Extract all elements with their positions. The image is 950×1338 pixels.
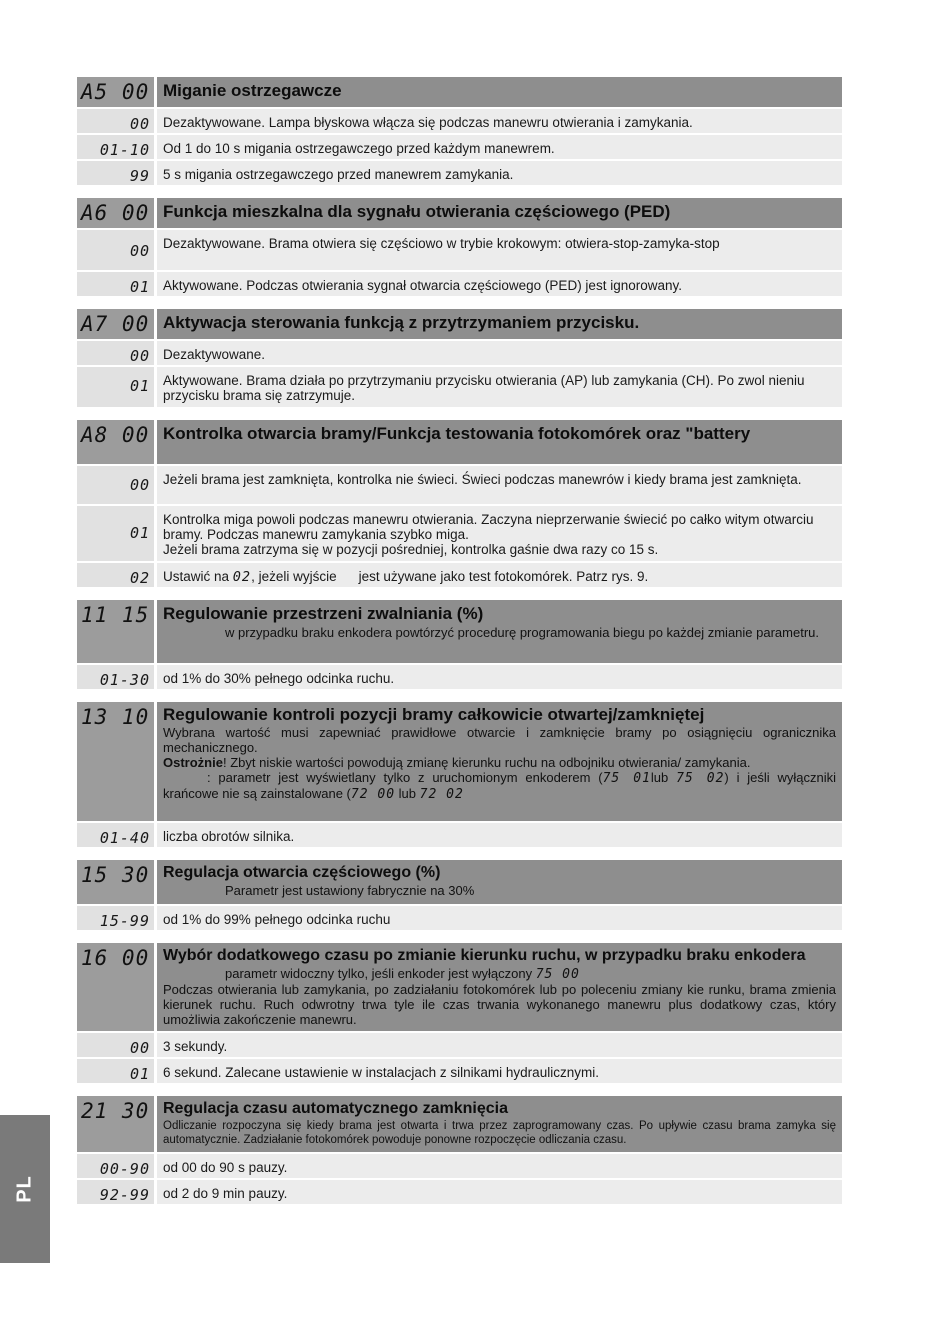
parameter-code: 11 15	[77, 600, 154, 663]
option-row	[77, 1180, 842, 1204]
option-text: od 1% do 30% pełnego odcinka ruchu.	[157, 665, 842, 689]
option-text: liczba obrotów silnika.	[157, 823, 842, 847]
section-a7	[77, 309, 842, 407]
option-code: 92-99	[77, 1180, 154, 1204]
text-fragment: Ustawić na	[163, 569, 230, 584]
section-16	[77, 943, 842, 1083]
option-code: 02	[77, 563, 154, 587]
option-row	[77, 1033, 842, 1057]
section-21	[77, 1096, 842, 1204]
text-fragment: ! Zbyt niskie wartości powodują zmianę kierunku ruchu na odbojniku otwierania/ zamykania.	[222, 755, 751, 770]
option-code: 01	[77, 367, 154, 407]
option-text: Dezaktywowane. Brama otwiera się częściowo w trybie krokowym: otwiera-stop-zamyka-stop	[157, 230, 842, 270]
option-code: 01-40	[77, 823, 154, 847]
section-header	[77, 860, 842, 904]
option-row	[77, 1154, 842, 1178]
option-code: 00	[77, 466, 154, 504]
section-title: Regulacja czasu automatycznego zamknięcia	[163, 1100, 509, 1117]
section-header	[77, 1096, 842, 1152]
parameter-code: 21 30	[77, 1096, 154, 1152]
section-note: Odliczanie rozpoczyna się kiedy brama jest otwarta i trwa przez zaprogramowany czas. Po upływie czasu brama zamyka się automatycznie. Zadziałanie fotokomórek powoduje ponowne rozpoczęcie odliczania czasu.	[163, 1120, 836, 1146]
option-text: 3 sekundy.	[157, 1033, 842, 1057]
section-title: Regulowanie kontroli pozycji bramy całkowicie otwartej/zamkniętej	[163, 705, 705, 724]
section-15	[77, 860, 842, 930]
option-text: od 2 do 9 min pauzy.	[157, 1180, 842, 1204]
text-fragment: parametr widoczny tylko, jeśli enkoder jest wyłączony	[225, 966, 533, 981]
section-title: Miganie ostrzegawcze	[163, 81, 342, 100]
lcd-value: 75 02	[676, 771, 725, 786]
section-header	[77, 77, 842, 107]
section-title: Funkcja mieszkalna dla sygnału otwierania częściowego (PED)	[163, 202, 671, 221]
option-code: 01	[77, 506, 154, 561]
section-a5	[77, 77, 842, 185]
option-text: Od 1 do 10 s migania ostrzegawczego przed każdym manewrem.	[157, 135, 842, 159]
section-11	[77, 600, 842, 689]
option-row	[77, 506, 842, 561]
lcd-value: 75 00	[535, 967, 580, 982]
section-note	[163, 755, 836, 770]
parameter-code: 13 10	[77, 702, 154, 821]
option-code: 01	[77, 1059, 154, 1083]
option-code: 00-90	[77, 1154, 154, 1178]
option-code: 00	[77, 109, 154, 133]
option-text: od 00 do 90 s pauzy.	[157, 1154, 842, 1178]
section-title: Wybór dodatkowego czasu po zmianie kierunku ruchu, w przypadku braku enkodera	[163, 947, 806, 964]
parameter-code: A5 00	[77, 77, 154, 107]
option-row	[77, 665, 842, 689]
parameter-code: A6 00	[77, 198, 154, 228]
option-row	[77, 1059, 842, 1083]
lcd-value: 75 01	[602, 771, 651, 786]
option-text: Aktywowane. Brama działa po przytrzymaniu przycisku otwierania (AP) lub zamykania (CH). Po zwol nieniu przycisku brama się zatrzymuje.	[157, 367, 842, 407]
option-code: 00	[77, 230, 154, 270]
lcd-value: 72 02	[419, 787, 464, 802]
option-code: 01-30	[77, 665, 154, 689]
section-note	[163, 770, 836, 802]
option-text: Dezaktywowane. Lampa błyskowa włącza się podczas manewru otwierania i zamykania.	[157, 109, 842, 133]
option-row	[77, 135, 842, 159]
section-title: Aktywacja sterowania funkcją z przytrzymaniem przycisku.	[163, 313, 640, 332]
section-note	[163, 966, 836, 982]
option-text-line: Jeżeli brama zatrzyma się w pozycji pośredniej, kontrolka gaśnie dwa razy co 15 s.	[163, 542, 659, 557]
option-text	[157, 563, 842, 587]
lcd-value: 72 00	[350, 787, 396, 802]
section-header	[77, 943, 842, 1031]
text-fragment: jest używane jako test fotokomórek. Patrz rys. 9.	[358, 569, 649, 584]
option-text: Aktywowane. Podczas otwierania sygnał otwarcia częściowego (PED) jest ignorowany.	[157, 272, 842, 296]
language-label: PL	[13, 1175, 36, 1203]
option-row	[77, 823, 842, 847]
section-header	[77, 702, 842, 821]
section-13	[77, 702, 842, 847]
section-note: Podczas otwierania lub zamykania, po zadziałaniu fotokomórek lub po poleceniu zmiany kie runku, brama zmienia kierunek ruchu. Ruch odwrotny trwa tyle ile czas trwania wykonanego manewru plus dodatkowy czas, który umożliwia zakończenie manewru.	[163, 982, 836, 1027]
parameter-code: A8 00	[77, 420, 154, 464]
option-code: 01-10	[77, 135, 154, 159]
text-fragment: lub	[398, 786, 417, 801]
option-row	[77, 466, 842, 504]
option-row	[77, 341, 842, 365]
warning-label: Ostrożnie	[163, 755, 223, 770]
option-text: Jeżeli brama jest zamknięta, kontrolka nie świeci. Świeci podczas manewrów i kiedy brama jest zamknięta.	[157, 466, 842, 504]
section-title: Kontrolka otwarcia bramy/Funkcja testowania fotokomórek oraz "battery	[163, 424, 751, 443]
section-note: w przypadku braku enkodera powtórzyć procedurę programowania biegu po każdej zmianie parametru.	[225, 625, 819, 640]
option-text	[157, 506, 842, 561]
option-text: Dezaktywowane.	[157, 341, 842, 365]
text-fragment: lub	[650, 770, 669, 785]
option-row	[77, 272, 842, 296]
text-fragment: ) i jeśli wyłączniki krańcowe nie są zainstalowane (	[163, 770, 836, 801]
parameter-code: A7 00	[77, 309, 154, 339]
option-code: 00	[77, 1033, 154, 1057]
language-tab	[0, 1115, 50, 1263]
text-fragment: , jeżeli wyjście	[251, 569, 337, 584]
section-title: Regulowanie przestrzeni zwalniania (%)	[163, 604, 484, 623]
option-text: od 1% do 99% pełnego odcinka ruchu	[157, 906, 842, 930]
section-header	[77, 600, 842, 663]
lcd-value: 02	[232, 569, 252, 585]
section-note: Wybrana wartość musi zapewniać prawidłowe otwarcie i zamknięcie bramy po osiągnięciu ogranicznika mechanicznego.	[163, 725, 836, 755]
option-text-line: Kontrolka miga powoli podczas manewru otwierania. Zaczyna nieprzerwanie świecić po całko witym otwarciu bramy. Podczas manewru zamykania szybko miga.	[163, 512, 814, 542]
option-code: 15-99	[77, 906, 154, 930]
section-header	[77, 198, 842, 228]
section-a8	[77, 420, 842, 587]
section-header	[77, 309, 842, 339]
option-text: 6 sekund. Zalecane ustawienie w instalacjach z silnikami hydraulicznymi.	[157, 1059, 842, 1083]
option-text: 5 s migania ostrzegawczego przed manewrem zamykania.	[157, 161, 842, 185]
parameter-table	[77, 77, 842, 1217]
section-header	[77, 420, 842, 464]
option-code: 01	[77, 272, 154, 296]
option-row	[77, 109, 842, 133]
option-row	[77, 367, 842, 407]
option-code: 99	[77, 161, 154, 185]
option-row	[77, 161, 842, 185]
parameter-code: 16 00	[77, 943, 154, 1031]
option-row	[77, 230, 842, 270]
section-note: Parametr jest ustawiony fabrycznie na 30%	[225, 883, 475, 898]
section-a6	[77, 198, 842, 296]
option-code: 00	[77, 341, 154, 365]
text-fragment: : parametr jest wyświetlany tylko z uruchomionym enkoderem (	[207, 770, 603, 785]
parameter-code: 15 30	[77, 860, 154, 904]
section-title: Regulacja otwarcia częściowego (%)	[163, 864, 441, 881]
option-row	[77, 906, 842, 930]
option-row	[77, 563, 842, 587]
